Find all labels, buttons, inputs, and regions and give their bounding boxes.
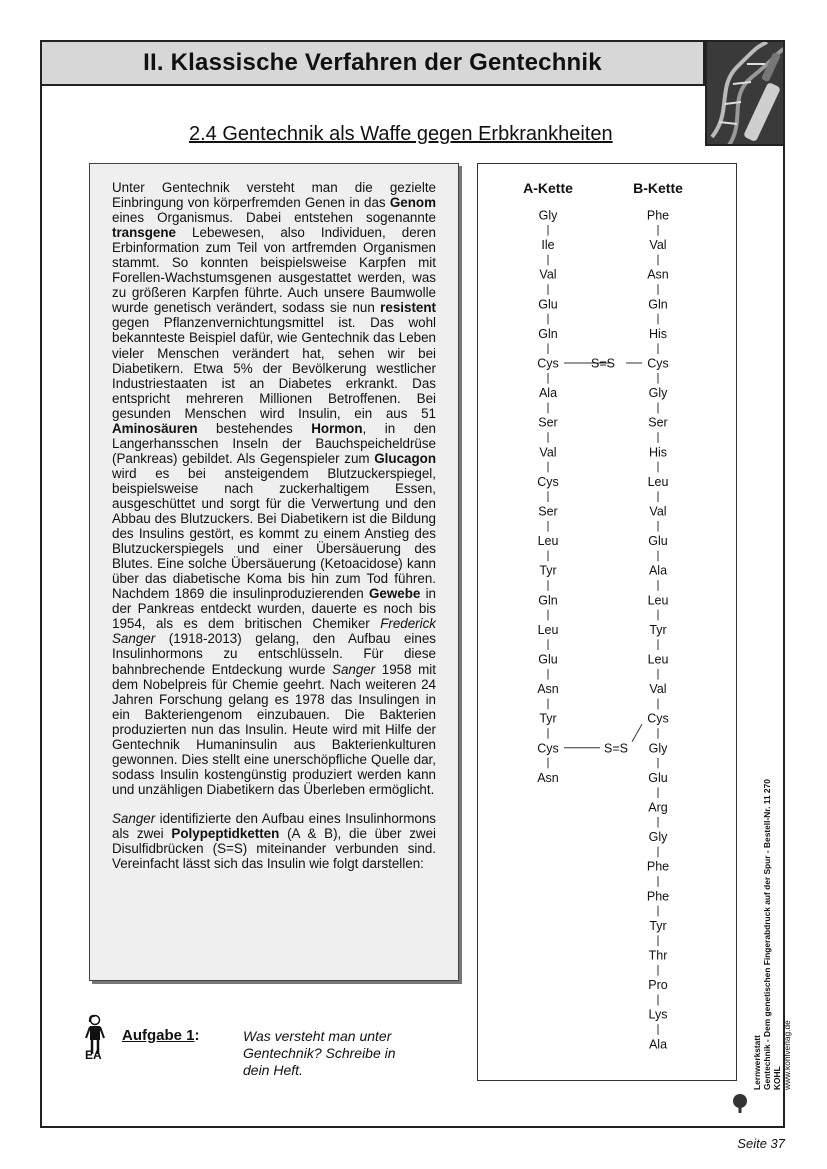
paragraph-sanger	[112, 811, 436, 871]
text-run: Frederick Sanger	[112, 616, 436, 647]
b-chain-residue: Phe	[646, 208, 670, 223]
text-run: resistent	[380, 300, 436, 316]
b-chain-residue: Gln	[648, 297, 668, 312]
b-chain-residue: Ala	[648, 1037, 668, 1052]
text-run: Lebewesen, also Individuen, deren Erbinformation zum Teil von artfremden Organismen stammt. So konnten beispielsweise Karpfen mit Forellen-Wachstumsgenen ausgestattet werden, was zu größeren Karpfen führte. Auch unsere Baumwolle wurde genetisch verändert, sodass sie nun	[112, 225, 436, 316]
dna-photo	[705, 40, 785, 146]
a-chain-residue: Cys	[537, 356, 559, 371]
b-chain-residue: His	[648, 326, 668, 341]
b-chain-residue: Leu	[647, 652, 669, 667]
text-run: Aminosäuren	[112, 420, 198, 436]
a-chain-residue: Glu	[538, 297, 558, 312]
sidebar-publisher-info	[752, 660, 792, 1090]
a-chain-residue: Asn	[537, 770, 559, 785]
disulfide-bond-line	[632, 724, 642, 742]
a-chain-residue: Tyr	[539, 563, 557, 578]
task-label-colon: :	[194, 1027, 200, 1044]
b-chain-residue: Cys	[647, 356, 669, 371]
text-run: eines Organismus. Dabei entstehen sogenannte	[112, 210, 436, 226]
a-chain-residue: Tyr	[539, 711, 557, 726]
text-run: wird es bei ansteigendem Blutzuckerspiegel, beispielsweise nach zuckerhaltigem Essen, ausgeschüttet und sorgt für die Verwertung und den Abbau des Blutzuckers. Bei Diabetikern ist die Bildung des Insulins gestört, es kommt zu einem Anstieg des Blutzuckerspiegels und einer Übersäuerung des Blutes. Eine solche Übersäuerung (Ketoacidose) kann über das diabetische Koma bis hin zum Tod führen. Nachdem 1869 die insulinproduzierenden	[112, 465, 436, 602]
a-chain-residue: Leu	[537, 534, 559, 549]
task-question: Was versteht man unter Gentechnik? Schreibe in dein Heft.	[243, 1028, 396, 1078]
a-chain-residue: Asn	[537, 682, 559, 697]
b-chain-residue: Pro	[648, 978, 668, 993]
a-chain-residue: Ala	[538, 386, 558, 401]
chapter-title: II. Klassische Verfahren der Gentechnik	[143, 49, 602, 76]
text-run: transgene	[112, 225, 176, 241]
a-chain-residue: Val	[539, 445, 557, 460]
a-chain-residue: Cys	[537, 474, 559, 489]
b-chain-residue: Gly	[648, 386, 668, 401]
b-chain-residue: Leu	[647, 474, 669, 489]
insulin-chain-svg	[478, 164, 738, 1082]
a-chain-residue: Gly	[538, 208, 558, 223]
a-chain-residue: Gln	[538, 326, 558, 341]
text-run: Sanger	[332, 661, 376, 677]
a-chain-title: A-Kette	[523, 180, 573, 196]
b-chain-residue: Gly	[648, 741, 668, 756]
text-run: identifizierte den Aufbau eines Insulinhormons als zwei	[112, 810, 436, 841]
text-run: Hormon	[311, 420, 363, 436]
b-chain-residue: Val	[649, 504, 667, 519]
disulfide-bridge-label: S=S	[604, 741, 628, 756]
a-chain-residue: Gln	[538, 593, 558, 608]
task-label-text: Aufgabe 1	[122, 1027, 195, 1044]
a-chain-residue: Val	[539, 267, 557, 282]
chapter-header	[40, 40, 705, 86]
b-chain-residue: Val	[649, 238, 667, 253]
disulfide-bridge-label: S=S	[591, 356, 615, 371]
b-chain-residue: Glu	[648, 770, 668, 785]
b-chain-residue: Glu	[648, 534, 668, 549]
text-run: Sanger	[112, 810, 156, 826]
text-run: Polypeptidketten	[171, 825, 280, 841]
b-chain-residue: Thr	[648, 948, 668, 963]
a-chain-residue: Glu	[538, 652, 558, 667]
b-chain-residue: Arg	[648, 800, 668, 815]
task-badge-ea: EA	[85, 1048, 102, 1062]
dna-helix-image	[707, 42, 785, 146]
sidebar-line-1: Lernwerkstatt	[752, 1035, 762, 1090]
sidebar-line-2: Gentechnik - Dem genetischen Fingerabdruck auf der Spur - Bestell-Nr. 11 270	[762, 779, 772, 1090]
b-chain-title: B-Kette	[633, 180, 683, 196]
b-chain-residue: Leu	[647, 593, 669, 608]
text-run: Glucagon	[374, 450, 436, 466]
page-number: Seite 37	[737, 1136, 785, 1151]
task-section	[85, 1005, 435, 1078]
text-run: 1958 mit dem Nobelpreis für Chemie geehrt. Nach weiteren 24 Jahren Forschung gelang es 1978 das Insulingen in ein Bakteriengenom einzubauen. Die Bakterien produzierten nun das Insulin. Heute wird mit Hilfe der Gentechnik Humaninsulin aus Bakterienkulturen gewonnen. Dies stellt eine unerschöpfliche Quelle dar, sodass Insulin kostengünstig produziert werden kann und unzähligen Diabetikern das Überleben ermöglicht.	[112, 661, 436, 797]
b-chain-residue: Phe	[646, 889, 670, 904]
text-run: gegen Pflanzenvernichtungsmittel ist. Das wohl bekannteste Beispiel dafür, wie Gentechnik das Leben vieler Menschen verändert hat, sehen wir bei Diabetikern. Etwa 5% der Bevölkerung westlicher Industriestaaten ist an Diabetes erkrankt. Das entspricht mehreren Millionen Betroffenen. Bei gesunden Menschen wird Insulin, ein aus 51	[112, 315, 436, 421]
b-chain-residue: Tyr	[649, 918, 667, 933]
b-chain-residue: Phe	[646, 859, 670, 874]
text-run: Genom	[389, 195, 436, 211]
a-chain-residue: Ser	[538, 504, 558, 519]
text-run: Gewebe	[368, 586, 421, 602]
a-chain-residue: Leu	[537, 622, 559, 637]
b-chain-residue: Ala	[648, 563, 668, 578]
b-chain-residue: Cys	[647, 711, 669, 726]
kohl-logo-icon	[730, 1092, 750, 1114]
a-chain-residue: Ile	[541, 238, 555, 253]
b-chain-residue: Val	[649, 682, 667, 697]
text-run: bestehendes	[197, 420, 312, 436]
b-chain-residue: Tyr	[649, 622, 667, 637]
b-chain-residue: Lys	[648, 1007, 668, 1022]
b-chain-residue: His	[648, 445, 668, 460]
task-label	[122, 1027, 200, 1044]
text-run: in der Pankreas entdeckt wurden, dauerte es noch bis 1954, als es dem britischen Chemiker	[112, 586, 436, 632]
info-textbox	[89, 163, 459, 981]
b-chain-residue: Gly	[648, 830, 668, 845]
paragraph-intro	[112, 180, 436, 797]
text-run: (1918-2013) gelang, den Aufbau eines Insulinhormons zu entschlüsseln. Für diese bahnbrechende Entdeckung wurde	[112, 631, 436, 677]
a-chain-residue: Cys	[537, 741, 559, 756]
sidebar-line-4: www.kohlverlag.de	[782, 1020, 792, 1090]
text-run: (A & B), die über zwei Disulfidbrücken (S=S) miteinander verbunden sind. Vereinfacht lässt sich das Insulin wie folgt darstellen:	[112, 825, 436, 872]
text-run: , in den Langerhansschen Inseln der Bauchspeicheldrüse (Pankreas) gebildet. Als Gegenspieler zum	[112, 420, 436, 466]
section-title: 2.4 Gentechnik als Waffe gegen Erbkrankheiten	[189, 123, 613, 145]
sidebar-line-3: KOHL	[772, 1066, 782, 1090]
b-chain-residue: Asn	[647, 267, 669, 282]
a-chain-residue: Ser	[538, 415, 558, 430]
b-chain-residue: Ser	[648, 415, 668, 430]
insulin-diagram	[477, 163, 737, 1081]
text-run: Unter Gentechnik versteht man die gezielte Einbringung von körperfremden Genen in das	[112, 180, 436, 211]
